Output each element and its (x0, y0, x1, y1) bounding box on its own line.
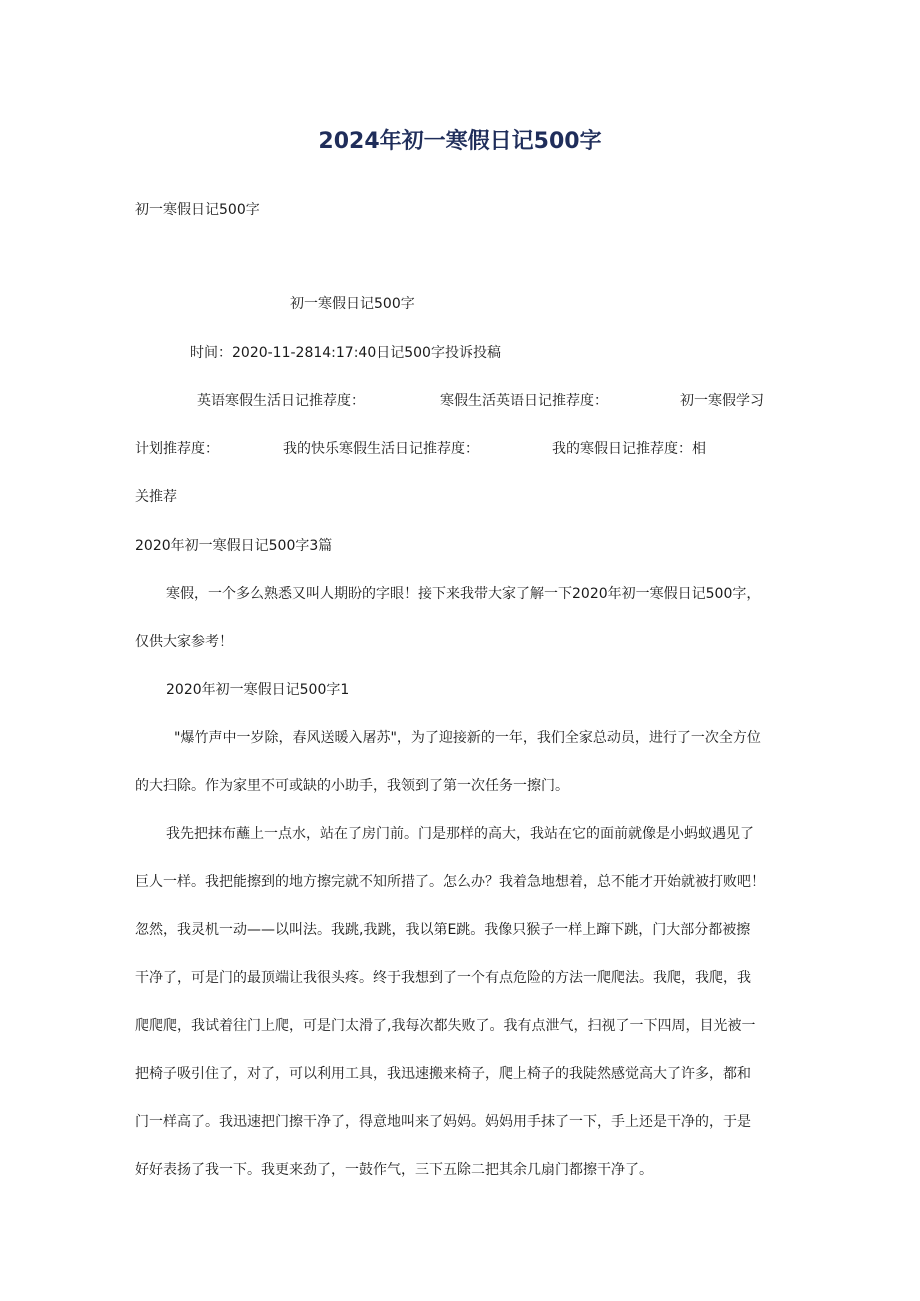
paragraph-line: 门一样高了。我迅速把门擦干净了，得意地叫来了妈妈。妈妈用手抹了一下，手上还是干净的，于是 (135, 1114, 751, 1130)
subtitle: 初一寒假日记500字 (135, 202, 260, 218)
paragraph-line: 好好表扬了我一下。我更来劲了，一鼓作气，三下五除二把其余几扇门都擦干净了。 (135, 1162, 653, 1178)
intro-line: 寒假，一个多么熟悉又叫人期盼的字眼！接下来我带大家了解一下2020年初一寒假日记500字， (166, 586, 761, 602)
related-link[interactable]: 初一寒假学习 (680, 393, 764, 409)
centered-heading: 初一寒假日记500字 (290, 296, 415, 312)
paragraph-line: 的大扫除。作为家里不可或缺的小助手，我领到了第一次任务一擦门。 (135, 778, 569, 794)
related-text: 计划推荐度： (135, 441, 219, 457)
meta-line: 时间：2020-11-2814:17:40日记500字投诉投稿 (190, 345, 501, 361)
paragraph-line: 巨人一样。我把能擦到的地方擦完就不知所措了。怎么办？我着急地想着，总不能才开始就被打败吧！ (135, 874, 765, 890)
related-link[interactable]: 英语寒假生活日记推荐度： (197, 393, 365, 409)
section-heading: 2020年初一寒假日记500字3篇 (135, 538, 333, 554)
related-link[interactable]: 我的快乐寒假生活日记推荐度： (283, 441, 479, 457)
paragraph-line: 干净了，可是门的最顶端让我很头疼。终于我想到了一个有点危险的方法一爬爬法。我爬，我爬，我 (135, 970, 751, 986)
paragraph-line: "爆竹声中一岁除，春风送暖入屠苏"，为了迎接新的一年，我们全家总动员，进行了一次全方位 (174, 730, 761, 746)
entry-heading: 2020年初一寒假日记500字1 (166, 682, 350, 698)
document-title: 2024年初一寒假日记500字 (318, 129, 602, 154)
intro-line: 仅供大家参考！ (135, 634, 233, 650)
paragraph-line: 我先把抹布蘸上一点水，站在了房门前。门是那样的高大，我站在它的面前就像是小蚂蚁遇见了 (166, 826, 754, 842)
paragraph-line: 爬爬爬，我试着往门上爬，可是门太滑了,我每次都失败了。我有点泄气，扫视了一下四周，目光被一 (135, 1018, 756, 1034)
paragraph-line: 把椅子吸引住了，对了，可以利用工具，我迅速搬来椅子，爬上椅子的我陡然感觉高大了许多，都和 (135, 1066, 751, 1082)
related-text: 关推荐 (135, 489, 177, 505)
paragraph-line: 忽然，我灵机一动——以叫法。我跳,我跳，我以第E跳。我像只猴子一样上蹿下跳，门大部分都被擦 (135, 922, 751, 938)
related-link[interactable]: 寒假生活英语日记推荐度： (440, 393, 608, 409)
related-link[interactable]: 我的寒假日记推荐度：相 (552, 441, 706, 457)
